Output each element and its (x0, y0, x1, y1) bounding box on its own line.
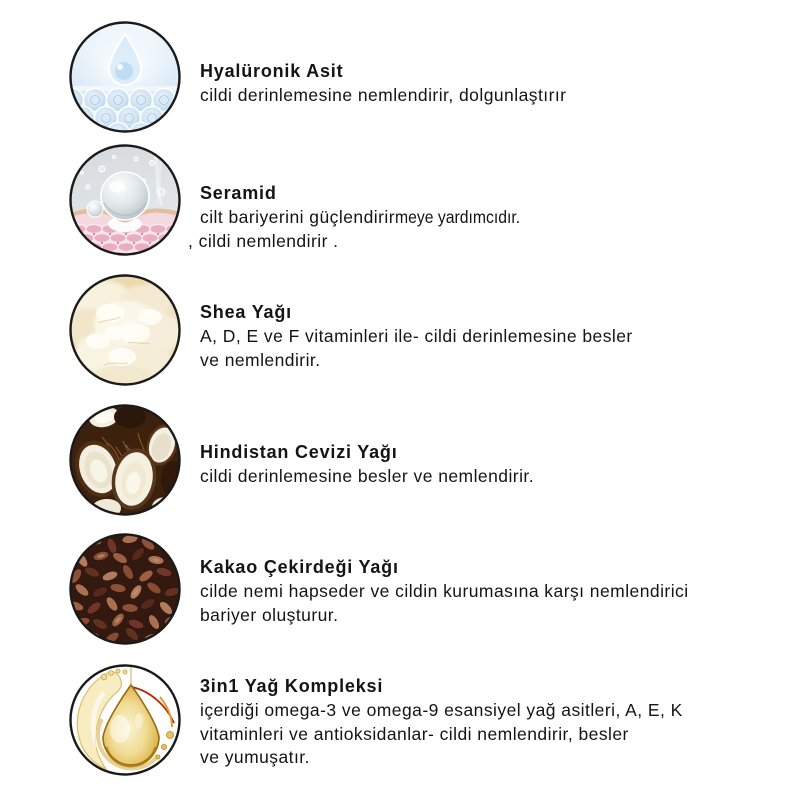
ingredient-description: , cildi nemlendirir . (188, 230, 339, 251)
ingredient-description: ve nemlendirir. (200, 349, 321, 370)
ingredient-row-ceramide (0, 143, 800, 266)
ingredient-row-shea-butter (0, 273, 800, 396)
ingredient-title: Seramid (200, 183, 277, 203)
ingredient-description: A, D, E ve F vitaminleri ile- cildi derinlemesine besler (200, 326, 633, 346)
ingredient-row-3in1-oil-complex (0, 663, 800, 786)
ingredient-text (200, 61, 765, 108)
ingredient-row-hyaluronic-acid (0, 20, 800, 143)
ingredient-title: Shea Yağı (200, 302, 292, 322)
water-drop-icon (68, 20, 182, 134)
ingredient-title: Kakao Çekirdeği Yağı (200, 557, 399, 577)
coconut-icon (68, 403, 182, 517)
ingredient-description: ve yumuşatır. (200, 747, 310, 767)
ingredient-description: vitaminleri ve antioksidanlar- cildi nemlendirir, besler (200, 723, 629, 744)
ceramide-sphere-icon (68, 143, 182, 257)
oil-drop-icon (68, 663, 182, 777)
ingredient-text (200, 302, 765, 372)
ingredient-description: içerdiği omega-3 ve omega-9 esansiyel yağ asitleri, A, E, K (200, 700, 683, 720)
ingredient-description: cildi derinlemesine nemlendirir, dolgunlaştırır (200, 85, 567, 105)
ingredient-description: cilt bariyerini güçlendirirmeye yardımcıdır. (200, 207, 521, 227)
ingredient-description: bariyer oluşturur. (200, 604, 339, 625)
ingredient-title: Hindistan Cevizi Yağı (200, 442, 398, 462)
ingredient-description: cilde nemi hapseder ve cildin kurumasına karşı nemlendirici (200, 581, 689, 601)
ingredient-text (200, 442, 765, 489)
ingredient-row-coconut-oil (0, 403, 800, 526)
ingredient-title: 3in1 Yağ Kompleksi (200, 676, 384, 696)
ingredient-text (200, 676, 765, 770)
ingredient-description: cildi derinlemesine besler ve nemlendirir. (200, 466, 535, 486)
ingredient-title: Hyalüronik Asit (200, 61, 344, 81)
ingredient-text (188, 183, 765, 253)
ingredient-text (200, 557, 765, 627)
shea-butter-icon (68, 273, 182, 387)
cocoa-beans-icon (68, 532, 182, 646)
ingredient-row-cocoa-bean-oil (0, 532, 800, 655)
